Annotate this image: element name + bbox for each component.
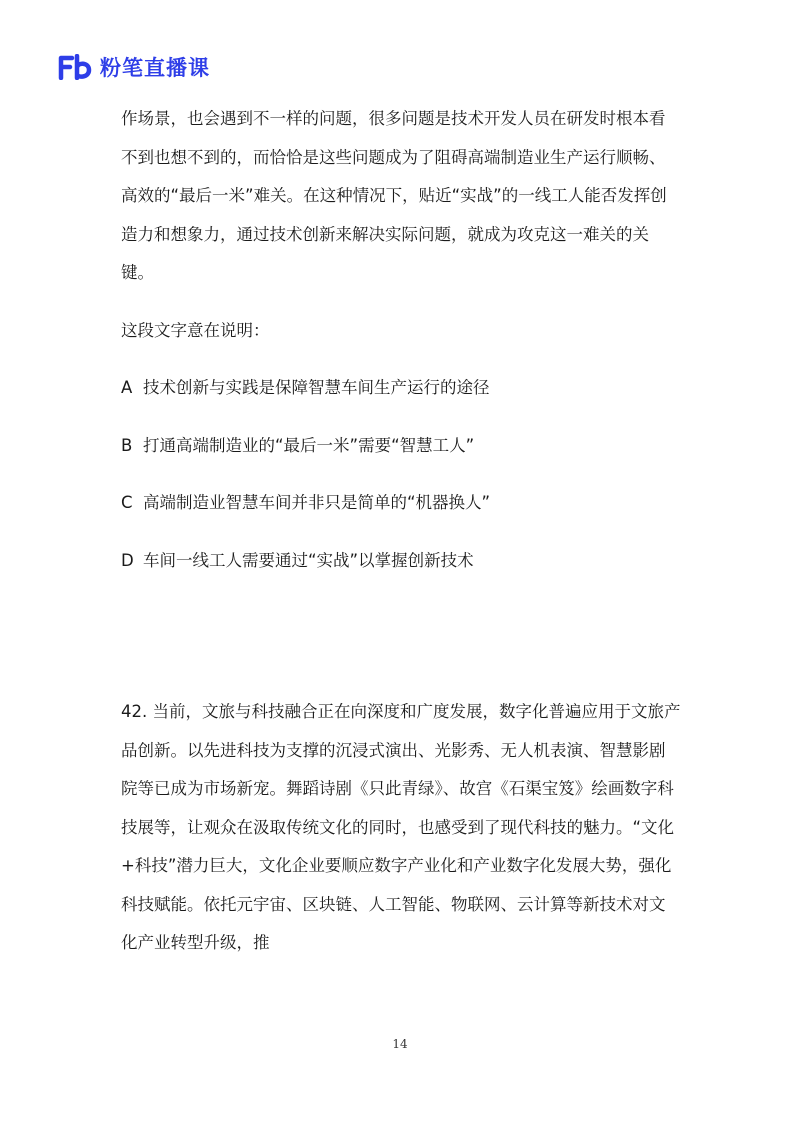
- option-text: 打通高端制造业的“最后一米”需要“智慧工人”: [143, 435, 475, 455]
- option-letter: A: [121, 378, 133, 397]
- option-text: 技术创新与实践是保障智慧车间生产运行的途径: [143, 378, 490, 397]
- option-d[interactable]: [121, 542, 681, 581]
- option-text: 车间一线工人需要通过“实战”以掌握创新技术: [143, 550, 474, 570]
- brand-logo: [58, 52, 210, 82]
- question-42-passage: 42. 当前，文旅与科技融合正在向深度和广度发展，数字化普遍应用于文旅产品创新。以先进科技为支撑的沉浸式演出、光影秀、无人机表演、智慧影剧院等已成为市场新宠。舞蹈诗剧《只此青绿》、故宫《石渠宝笈》绘画数字科技展等，让观众在汲取传统文化的同时，也感受到了现代科技的魅力。“文化+科技”潜力巨大，文化企业要顺应数字产业化和产业数字化发展大势，强化科技赋能。依托元宇宙、区块链、人工智能、物联网、云计算等新技术对文化产业转型升级，推: [121, 702, 681, 952]
- option-letter: D: [121, 550, 134, 570]
- brand-name: 粉笔直播课: [100, 56, 210, 80]
- option-letter: B: [121, 435, 133, 455]
- passage-continued: 作场景，也会遇到不一样的问题，很多问题是技术开发人员在研发时根本看不到也想不到的，而恰恰是这些问题成为了阻碍高端制造业生产运行顺畅、高效的“最后一米”难关。在这种情况下，贴近“实战”的一线工人能否发挥创造力和想象力，通过技术创新来解决实际问题，就成为攻克这一难关的关键。: [121, 109, 667, 282]
- fb-logo-icon: [58, 54, 92, 80]
- page-number: 14: [392, 1037, 408, 1051]
- option-c[interactable]: [121, 484, 681, 523]
- question-41-block: [121, 100, 681, 580]
- option-b[interactable]: [121, 427, 681, 466]
- question-prompt: 这段文字意在说明：: [121, 320, 270, 340]
- option-a[interactable]: [121, 369, 681, 408]
- option-text: 高端制造业智慧车间并非只是简单的“机器换人”: [143, 493, 491, 512]
- option-letter: C: [121, 493, 133, 512]
